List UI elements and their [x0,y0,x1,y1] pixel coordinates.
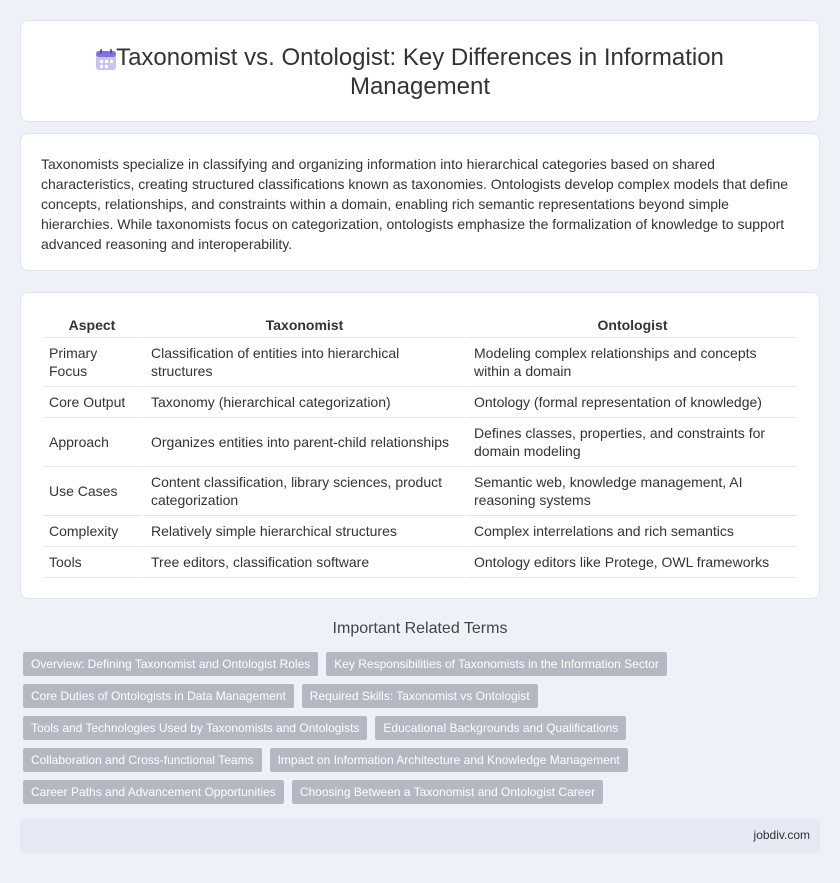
taxonomist-cell: Relatively simple hierarchical structures [141,516,464,547]
ontologist-cell: Modeling complex relationships and concepts within a domain [464,338,797,387]
table-row [43,418,797,467]
aspect-cell: Core Output [43,387,141,418]
related-terms-list [23,652,823,812]
table-row [43,338,797,387]
footer [20,819,820,853]
ontologist-cell: Ontology (formal representation of knowledge) [464,387,797,418]
table-header-row [43,313,797,338]
header-aspect: Aspect [43,313,141,338]
aspect-cell: Primary Focus [43,338,141,387]
page-title: Taxonomist vs. Ontologist: Key Differences in Information Management [116,44,724,100]
intro-card [20,133,820,271]
aspect-cell: Complexity [43,516,141,547]
table-row [43,387,797,418]
header-taxonomist: Taxonomist [141,313,464,338]
related-term-link[interactable]: Key Responsibilities of Taxonomists in the Information Sector [326,652,667,676]
related-term-link[interactable]: Collaboration and Cross-functional Teams [23,748,262,772]
taxonomist-cell: Classification of entities into hierarchical structures [141,338,464,387]
taxonomist-cell: Organizes entities into parent-child relationships [141,418,464,467]
intro-paragraph: Taxonomists specialize in classifying and organizing information into hierarchical categories based on shared characteristics, creating structured classifications known as taxonomies. Ontologists develop complex models that define concepts, relationships, and constraints within a domain, enabling rich semantic representations beyond simple hierarchies. While taxonomists focus on categorization, ontologists emphasize the formalization of knowledge to support advanced reasoning and interoperability. [41,156,789,252]
ontologist-cell: Semantic web, knowledge management, AI reasoning systems [464,467,797,516]
related-term-link[interactable]: Tools and Technologies Used by Taxonomists and Ontologists [23,716,367,740]
aspect-cell: Use Cases [43,467,141,516]
aspect-cell: Approach [43,418,141,467]
comparison-card [20,292,820,599]
related-term-link[interactable]: Choosing Between a Taxonomist and Ontologist Career [292,780,603,804]
comparison-table [43,313,797,578]
related-terms-heading: Important Related Terms [332,620,508,637]
related-term-link[interactable]: Core Duties of Ontologists in Data Management [23,684,294,708]
title-card [20,20,820,122]
taxonomist-cell: Content classification, library sciences, product categorization [141,467,464,516]
related-term-link[interactable]: Career Paths and Advancement Opportunities [23,780,284,804]
aspect-cell: Tools [43,547,141,578]
related-term-link[interactable]: Educational Backgrounds and Qualifications [375,716,626,740]
ontologist-cell: Ontology editors like Protege, OWL frameworks [464,547,797,578]
related-term-link[interactable]: Required Skills: Taxonomist vs Ontologist [302,684,538,708]
related-term-link[interactable]: Impact on Information Architecture and Knowledge Management [270,748,628,772]
related-term-link[interactable]: Overview: Defining Taxonomist and Ontologist Roles [23,652,318,676]
table-row [43,547,797,578]
taxonomist-cell: Tree editors, classification software [141,547,464,578]
taxonomist-cell: Taxonomy (hierarchical categorization) [141,387,464,418]
table-row [43,516,797,547]
ontologist-cell: Complex interrelations and rich semantics [464,516,797,547]
table-row [43,467,797,516]
header-ontologist: Ontologist [464,313,797,338]
footer-site-link[interactable]: jobdiv.com [753,828,810,842]
ontologist-cell: Defines classes, properties, and constraints for domain modeling [464,418,797,467]
